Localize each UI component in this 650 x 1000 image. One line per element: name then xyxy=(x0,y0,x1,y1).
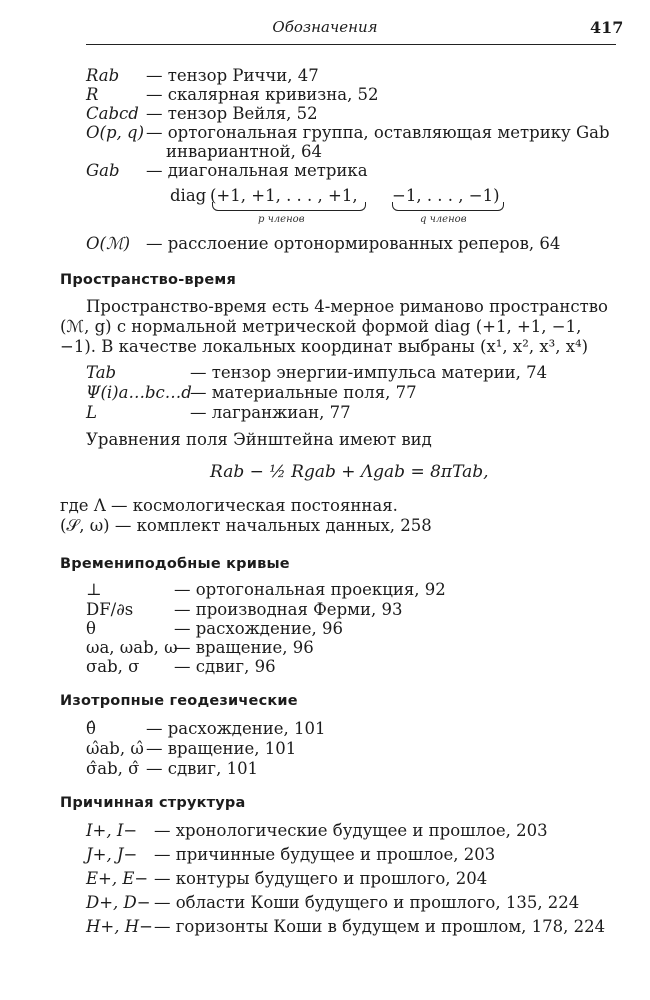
entry-description: — ортогональная проекция, 92 xyxy=(174,580,446,599)
section-heading-causal-structure: Причинная структура xyxy=(60,795,246,811)
cosmological-constant-line: где Λ — космологическая постоянная. xyxy=(60,496,398,515)
entry-description: — хронологические будущее и прошлое, 203 xyxy=(154,821,548,840)
entry-description: — контуры будущего и прошлого, 204 xyxy=(154,869,488,888)
entry-symbol: O(p, q) xyxy=(86,123,145,142)
p-members-label: p членов xyxy=(258,214,305,225)
q-members-label: q членов xyxy=(420,214,467,225)
entry-symbol: ω̂ab, ω̂ xyxy=(86,739,144,758)
entry-symbol: Tab xyxy=(86,363,117,382)
entry-description: — расхождение, 96 xyxy=(174,619,343,638)
entry-description: — области Коши будущего и прошлого, 135, 224 xyxy=(154,893,580,912)
entry-symbol: DF/∂s xyxy=(86,600,134,619)
header-rule xyxy=(86,44,616,45)
einstein-equation: Rab − ½ Rgab + Λgab = 8πTab, xyxy=(210,462,489,482)
entry-symbol: Cabcd xyxy=(86,104,139,123)
p-brace xyxy=(212,202,366,211)
entry-symbol: θ̂ xyxy=(86,719,96,738)
section-heading-timelike: Времениподобные кривые xyxy=(60,556,290,572)
entry-symbol: O(ℳ) xyxy=(86,234,131,253)
entry-symbol: H+, H− xyxy=(86,917,153,936)
entry-description: — тензор Вейля, 52 xyxy=(146,104,318,123)
entry-symbol: σ̂ab, σ̂ xyxy=(86,759,140,778)
entry-description: — вращение, 96 xyxy=(174,638,314,657)
entry-description: — ортогональная группа, оставляющая метрику Gab xyxy=(146,123,610,142)
q-brace xyxy=(392,202,504,211)
entry-description: — причинные будущее и прошлое, 203 xyxy=(154,845,496,864)
entry-symbol: Rab xyxy=(86,66,120,85)
entry-description: — вращение, 101 xyxy=(146,739,297,758)
entry-description: — горизонты Коши в будущем и прошлом, 178, 224 xyxy=(154,917,606,936)
spacetime-paragraph-line1: Пространство-время есть 4-мерное риманово пространство xyxy=(86,297,608,316)
entry-symbol: Gab xyxy=(86,161,120,180)
entry-symbol: θ xyxy=(86,619,96,638)
einstein-intro: Уравнения поля Эйнштейна имеют вид xyxy=(86,430,432,449)
entry-symbol: ωa, ωab, ω xyxy=(86,638,178,657)
entry-symbol: I+, I− xyxy=(86,821,138,840)
running-header-title: Обозначения xyxy=(272,18,378,36)
entry-description: — сдвиг, 96 xyxy=(174,657,276,676)
entry-symbol: σab, σ xyxy=(86,657,140,676)
entry-description: — расслоение ортонормированных реперов, 64 xyxy=(146,234,561,253)
entry-symbol: ⊥ xyxy=(86,580,102,599)
entry-description: — сдвиг, 101 xyxy=(146,759,259,778)
entry-symbol: Ψ(i)a…bc…d xyxy=(86,383,192,402)
entry-symbol: D+, D− xyxy=(86,893,151,912)
diag-plus-group: (+1, +1, . . . , +1, xyxy=(210,186,358,205)
entry-description: — лагранжиан, 77 xyxy=(190,403,351,422)
section-heading-spacetime: Пространство-время xyxy=(60,272,236,288)
entry-description: — тензор Риччи, 47 xyxy=(146,66,319,85)
entry-symbol: E+, E− xyxy=(86,869,149,888)
entry-description: — тензор энергии-импульса материи, 74 xyxy=(190,363,548,382)
page-number: 417 xyxy=(590,18,624,37)
section-heading-null-geodesics: Изотропные геодезические xyxy=(60,693,298,709)
diag-label: diag xyxy=(170,186,207,205)
entry-description: — производная Ферми, 93 xyxy=(174,600,403,619)
spacetime-paragraph-line3: −1). В качестве локальных координат выбраны (x¹, x², x³, x⁴) xyxy=(60,337,589,356)
entry-description: — скалярная кривизна, 52 xyxy=(146,85,379,104)
entry-symbol: L xyxy=(86,403,97,422)
initial-data-line: (𝒮, ω) — комплект начальных данных, 258 xyxy=(60,516,432,535)
entry-symbol: R xyxy=(86,85,99,104)
diag-minus-group: −1, . . . , −1) xyxy=(392,186,500,205)
entry-description: — расхождение, 101 xyxy=(146,719,326,738)
entry-description: — диагональная метрика xyxy=(146,161,368,180)
entry-description: инвариантной, 64 xyxy=(166,142,323,161)
entry-symbol: J+, J− xyxy=(86,845,138,864)
entry-description: — материальные поля, 77 xyxy=(190,383,417,402)
spacetime-paragraph-line2: (ℳ, g) с нормальной метрической формой diag (+1, +1, −1, xyxy=(60,317,582,336)
